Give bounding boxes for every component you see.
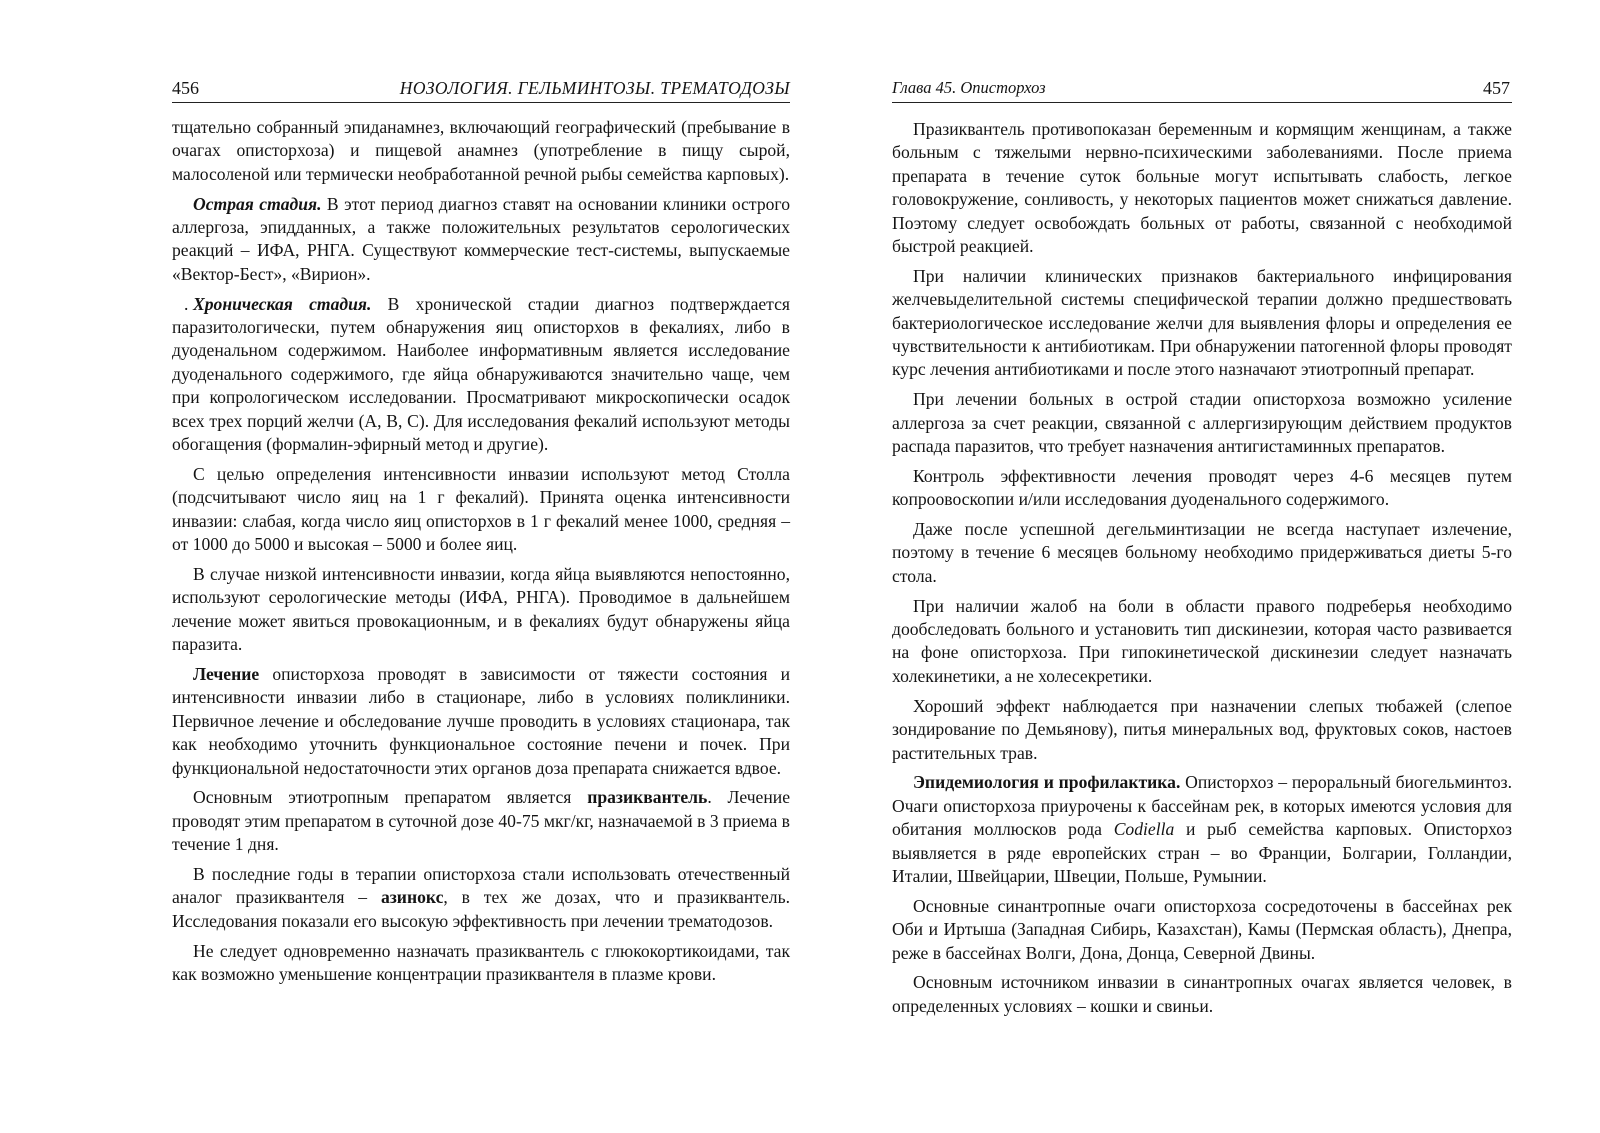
paragraph: Основным источником инвазии в синантропных очагах является человек, в определенных условиях – кошки и свиньи. [892,972,1512,1016]
section-lead: Эпидемиология и профилактика. [913,772,1181,793]
paragraph: Основные синантропные очаги описторхоза сосредоточены в бассейнах рек Оби и Иртыша (Западная Сибирь, Казахстан), Камы (Пермская область), Днепра, реже в бассейнах Волги, Дона, Донца, Северной Двины. [892,895,1512,963]
page-number: 456 [172,78,199,98]
left-page-body [172,116,790,993]
paragraph: Контроль эффективности лечения проводят через 4-6 месяцев путем копроовоскопии и/или исследования дуоденального содержимого. [892,465,1512,510]
paragraph: Не следует одновременно назначать празиквантель с глюкокортикоидами, так как возможно уменьшение концентрации празиквантеля в плазме крови. [172,940,790,984]
section-lead: Лечение [193,663,260,684]
section-lead: Хроническая стадия. [193,293,372,314]
paragraph: В случае низкой интенсивности инвазии, когда яйца выявляются непостоянно, используют серологические методы (ИФА, РНГА). Проводимое в дальнейшем лечение может явиться провокационным, и в фекалиях будут обнаружены яйца паразита. [172,563,790,655]
paragraph: При наличии жалоб на боли в области правого подреберья необходимо дообследовать больного и установить тип дискинезии, которая часто развивается на фоне описторхоза. При гипокинетической дискинезии следует назначать холекинетики, а не холесекретики. [892,595,1512,686]
paragraph: . Хроническая стадия. В хронической стадии диагноз подтверждается паразитологически, путем обнаружения яиц описторхов в фекалиях, либо в дуоденальном содержимом. Наиболее информативным является исследование дуоденального содержимого, где яйца обнаруживаются значительно чаще, чем при копрологическом исследовании. Просматривают микроскопически осадок всех трех порций желчи (А, В, С). Для исследования фекалий используют методы обогащения (формалин-эфирный метод и другие). [172,293,790,457]
paragraph: С целью определения интенсивности инвазии используют метод Столла (подсчитывают число яиц на 1 г фекалий). Принята оценка интенсивности инвазии: слабая, когда число яиц описторхов в 1 г фекалий менее 1000, средняя – от 1000 до 5000 и высокая – 5000 и более яиц. [172,463,790,555]
right-page-header [892,76,1512,103]
running-title: НОЗОЛОГИЯ. ГЕЛЬМИНТОЗЫ. ТРЕМАТОДОЗЫ [399,78,790,98]
paragraph: В последние годы в терапии описторхоза стали использовать отечественный аналог празиквантеля – азинокс, в тех же дозах, что и празиквантель. Исследования показали его высокую эффективность при лечении трематодозов. [172,863,790,931]
drug-name: празиквантель [587,787,708,808]
drug-name: азинокс [380,887,444,908]
running-title: Глава 45. Описторхоз [892,78,1046,97]
section-lead: Острая стадия. [193,193,322,214]
paragraph: При наличии клинических признаков бактериального инфицирования желчевыделительной системы специфической терапии должно предшествовать бактериологическое исследование желчи для выявления флоры и определения ее чувствительности к антибиотикам. При обнаружении патогенной флоры проводят курс лечения антибиотиками и после этого назначают этиотропный препарат. [892,265,1512,380]
paragraph: Основным этиотропным препаратом является празиквантель. Лечение проводят этим препаратом в суточной дозе 40-75 мкг/кг, назначаемой в 3 приема в течение 1 дня. [172,787,791,855]
left-page [172,0,790,1133]
paragraph: При лечении больных в острой стадии описторхоза возможно усиление аллергоза за счет реакции, связанной с аллергизирующим действием продуктов распада паразитов, что требует назначения антигистаминных препаратов. [892,389,1512,457]
paragraph: Празиквантель противопоказан беременным и кормящим женщинам, а также больным с тяжелыми нервно-психическими заболеваниями. После приема препарата в течение суток больные могут испытывать слабость, легкое головокружение, сонливость, у некоторых пациентов может снижаться давление. Поэтому следует освобождать больных от работы, связанной с необходимой быстрой реакцией. [892,119,1512,257]
paragraph: Хороший эффект наблюдается при назначении слепых тюбажей (слепое зондирование по Демьянову), питья минеральных вод, фруктовых соков, настоев растительных трав. [892,695,1512,763]
right-page-body [892,118,1512,1025]
paragraph: Лечение описторхоза проводят в зависимости от тяжести состояния и интенсивности инвазии либо в стационаре, либо в условиях поликлиники. Первичное лечение и обследование лучше проводить в условиях стационара, так как необходимо уточнить функциональное состояние печени и почек. При функциональной недостаточности этих органов доза препарата снижается вдвое. [172,663,790,778]
genus-name: Codiella [1113,819,1175,840]
paragraph: Даже после успешной дегельминтизации не всегда наступает излечение, поэтому в течение 6 месяцев больному необходимо придерживаться диеты 5-го стола. [892,519,1512,586]
page-number: 457 [1483,78,1510,98]
paragraph: Эпидемиология и профилактика. Описторхоз – пероральный биогельминтоз. Очаги описторхоза приурочены к бассейнам рек, в которых имеются условия для обитания моллюсков рода Codiella и рыб семейства карповых. Описторхоз выявляется в ряде европейских стран – во Франции, Болгарии, Голландии, Италии, Швейцарии, Швеции, Польше, Румынии. [892,772,1512,886]
paragraph: тщательно собранный эпиданамнез, включающий географический (пребывание в очагах описторхоза) и пищевой анамнез (употребление в пищу сырой, малосоленой или термически необработанной речной рыбы семейства карповых). [172,117,790,184]
paragraph: Острая стадия. В этот период диагноз ставят на основании клиники острого аллергоза, эпидданных, а также положительных результатов серологических реакций – ИФА, РНГА. Существуют коммерческие тест-системы, выпускаемые «Вектор-Бест», «Вирион». [172,193,790,284]
left-page-header [172,76,790,103]
right-page [892,0,1512,1133]
stray-mark: . [184,293,189,314]
